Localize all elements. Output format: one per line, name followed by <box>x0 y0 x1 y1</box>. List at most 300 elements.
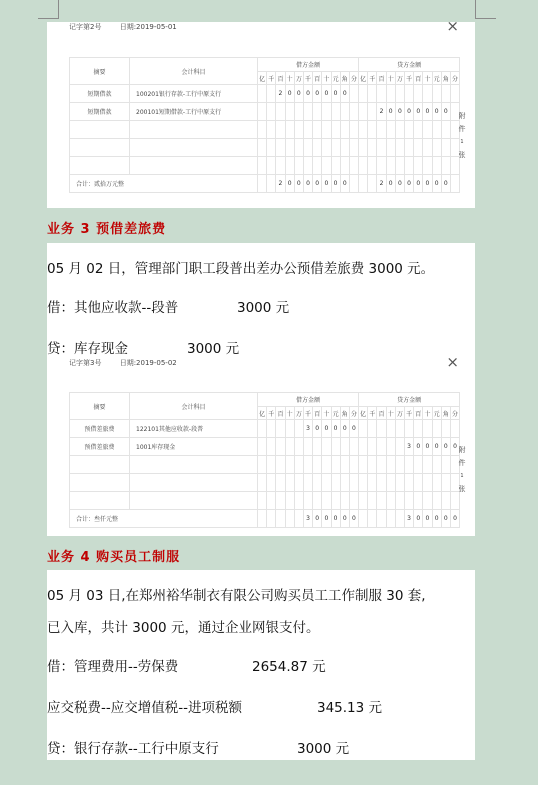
row-account <box>130 121 258 139</box>
digit-place-header: 分 <box>349 407 358 420</box>
credit-account: 贷：银行存款--工行中原支行 <box>47 741 219 757</box>
attachment-char: 件 <box>458 125 466 133</box>
digit-place-header: 百 <box>377 72 386 85</box>
column-header-account: 会计科目 <box>130 58 258 85</box>
digit-place-header: 百 <box>276 407 285 420</box>
total-credit-digit <box>395 510 404 528</box>
digit-place-header: 角 <box>340 407 349 420</box>
row-summary <box>70 474 130 492</box>
debit-digit <box>276 438 285 456</box>
attachment-char: 附 <box>458 112 466 120</box>
digit-place-header: 千 <box>405 72 414 85</box>
row-account <box>130 474 258 492</box>
column-header-credit: 贷方金额 <box>359 393 460 407</box>
debit-digit <box>267 492 276 510</box>
credit-digit <box>359 85 368 103</box>
credit-digit <box>377 157 386 175</box>
section-4-heading: 业务 4 购买员工制服 <box>47 550 181 565</box>
debit-digit <box>258 121 267 139</box>
digit-place-header: 百 <box>276 72 285 85</box>
section-4-debit-line-2 <box>47 696 383 716</box>
debit-digit <box>267 157 276 175</box>
debit-amount: 2654.87 元 <box>252 659 326 675</box>
debit-digit <box>322 474 331 492</box>
total-debit-digit: 0 <box>331 510 340 528</box>
digit-place-header: 百 <box>414 72 423 85</box>
credit-digit <box>395 121 404 139</box>
voucher-table <box>69 57 460 193</box>
debit-digit <box>294 456 303 474</box>
column-header-account: 会计科目 <box>130 393 258 420</box>
debit-digit <box>313 157 322 175</box>
total-credit-digit: 0 <box>395 175 404 193</box>
credit-digit: 0 <box>423 438 432 456</box>
row-summary: 短期借款 <box>70 103 130 121</box>
credit-digit <box>432 157 441 175</box>
debit-digit <box>331 438 340 456</box>
debit-digit <box>340 474 349 492</box>
credit-digit <box>359 492 368 510</box>
attachment-count <box>457 110 467 162</box>
debit-digit <box>331 121 340 139</box>
credit-digit <box>377 420 386 438</box>
credit-digit <box>386 420 395 438</box>
credit-digit <box>414 121 423 139</box>
credit-digit <box>395 420 404 438</box>
credit-digit <box>414 492 423 510</box>
debit-digit <box>349 456 358 474</box>
digit-place-header: 亿 <box>359 72 368 85</box>
debit-digit <box>322 456 331 474</box>
row-account: 122101其他应收款-段普 <box>130 420 258 438</box>
debit-digit: 3 <box>303 420 312 438</box>
credit-digit <box>441 492 450 510</box>
voucher-date: 日期:2019-05-01 <box>119 23 177 31</box>
row-summary <box>70 121 130 139</box>
debit-digit <box>258 492 267 510</box>
voucher-row <box>70 103 460 121</box>
voucher-total-row <box>70 510 460 528</box>
debit-digit <box>331 474 340 492</box>
debit-digit <box>276 157 285 175</box>
credit-digit <box>414 157 423 175</box>
digit-place-header: 元 <box>331 72 340 85</box>
total-credit-digit: 0 <box>432 175 441 193</box>
voucher-number: 记字第3号 <box>69 359 102 367</box>
debit-digit <box>258 85 267 103</box>
debit-digit <box>313 103 322 121</box>
digit-place-header: 十 <box>322 72 331 85</box>
voucher-row <box>70 121 460 139</box>
debit-digit <box>303 139 312 157</box>
section-3-line-1: 05 月 02 日，管理部门职工段普出差办公预借差旅费 3000 元。 <box>47 261 435 277</box>
row-summary: 预借差旅费 <box>70 438 130 456</box>
debit-digit <box>340 492 349 510</box>
debit-digit <box>313 456 322 474</box>
row-account: 100201银行存款-工行中原支行 <box>130 85 258 103</box>
debit-digit: 0 <box>331 420 340 438</box>
credit-digit: 3 <box>405 438 414 456</box>
credit-digit: 0 <box>414 438 423 456</box>
voucher-row <box>70 420 460 438</box>
voucher-number: 记字第2号 <box>69 23 102 31</box>
section-4-line-2: 已入库，共计 3000 元，通过企业网银支付。 <box>47 620 320 636</box>
credit-digit <box>377 456 386 474</box>
total-credit-digit <box>368 175 377 193</box>
total-debit-digit: 0 <box>322 175 331 193</box>
section-3-credit-line <box>47 337 240 357</box>
debit-digit <box>294 121 303 139</box>
debit-digit <box>303 103 312 121</box>
debit-digit: 0 <box>303 85 312 103</box>
voucher-row <box>70 456 460 474</box>
digit-place-header: 亿 <box>258 72 267 85</box>
digit-place-header: 分 <box>450 407 459 420</box>
total-credit-digit <box>450 175 459 193</box>
voucher-row <box>70 474 460 492</box>
attachment-char: 张 <box>458 485 466 493</box>
page-corner-mark-left <box>38 0 59 19</box>
attachment-char: 附 <box>458 446 466 454</box>
attachment-char: 张 <box>458 151 466 159</box>
digit-place-header: 十 <box>423 72 432 85</box>
credit-digit <box>432 139 441 157</box>
digit-place-header: 千 <box>267 407 276 420</box>
credit-digit <box>414 139 423 157</box>
credit-digit: 0 <box>414 103 423 121</box>
debit-digit <box>294 420 303 438</box>
digit-place-header: 百 <box>377 407 386 420</box>
credit-digit <box>441 139 450 157</box>
total-debit-digit <box>267 175 276 193</box>
debit-digit <box>340 456 349 474</box>
credit-digit <box>359 103 368 121</box>
credit-digit <box>414 420 423 438</box>
voucher-date: 日期:2019-05-02 <box>119 359 177 367</box>
digit-place-header: 万 <box>395 72 404 85</box>
debit-digit: 0 <box>313 420 322 438</box>
debit-digit <box>313 139 322 157</box>
credit-digit <box>405 456 414 474</box>
debit-digit <box>285 456 294 474</box>
credit-digit <box>368 121 377 139</box>
row-account <box>130 456 258 474</box>
debit-digit <box>322 492 331 510</box>
debit-digit <box>294 103 303 121</box>
digit-place-header: 百 <box>414 407 423 420</box>
debit-digit <box>258 420 267 438</box>
credit-digit <box>450 85 459 103</box>
credit-digit <box>423 85 432 103</box>
debit-digit: 0 <box>313 85 322 103</box>
debit-digit <box>258 157 267 175</box>
total-debit-digit <box>349 175 358 193</box>
total-debit-digit: 0 <box>285 175 294 193</box>
voucher-table <box>69 392 460 528</box>
column-header-summary: 摘要 <box>70 393 130 420</box>
debit-digit: 0 <box>322 420 331 438</box>
total-credit-digit: 0 <box>441 510 450 528</box>
total-label: 合计：叁仟元整 <box>70 510 258 528</box>
attachment-char: 1 <box>460 473 464 479</box>
attachment-char: 件 <box>458 459 466 467</box>
debit-digit <box>331 103 340 121</box>
voucher-header <box>69 22 177 32</box>
debit-digit <box>331 492 340 510</box>
digit-place-header: 元 <box>432 72 441 85</box>
total-credit-digit: 0 <box>432 510 441 528</box>
debit-digit <box>294 157 303 175</box>
section-4-credit-line <box>47 737 350 757</box>
row-account: 1001库存现金 <box>130 438 258 456</box>
section-3-debit-line <box>47 296 290 316</box>
row-account <box>130 139 258 157</box>
section-4-line-1: 05 月 03 日,在郑州裕华制衣有限公司购买员工工作制服 30 套, <box>47 588 426 604</box>
digit-place-header: 千 <box>267 72 276 85</box>
debit-digit <box>340 121 349 139</box>
credit-digit: 0 <box>441 438 450 456</box>
digit-place-header: 万 <box>294 407 303 420</box>
voucher-row <box>70 139 460 157</box>
digit-place-header: 角 <box>441 72 450 85</box>
credit-amount: 3000 元 <box>297 741 350 757</box>
row-summary: 预借差旅费 <box>70 420 130 438</box>
credit-digit <box>423 157 432 175</box>
debit-digit <box>294 474 303 492</box>
debit-digit <box>349 103 358 121</box>
credit-digit <box>386 456 395 474</box>
credit-digit <box>359 121 368 139</box>
debit-digit <box>258 103 267 121</box>
total-credit-digit: 3 <box>405 510 414 528</box>
debit-digit <box>322 121 331 139</box>
total-debit-digit: 0 <box>331 175 340 193</box>
debit-digit <box>349 85 358 103</box>
credit-digit <box>441 420 450 438</box>
digit-place-header: 元 <box>432 407 441 420</box>
credit-digit: 0 <box>432 438 441 456</box>
voucher-2 <box>47 353 475 536</box>
credit-digit <box>386 492 395 510</box>
credit-digit <box>423 456 432 474</box>
credit-digit <box>368 157 377 175</box>
credit-digit <box>414 474 423 492</box>
total-credit-digit <box>377 510 386 528</box>
credit-digit <box>386 474 395 492</box>
digit-place-header: 千 <box>368 407 377 420</box>
credit-digit: 0 <box>432 103 441 121</box>
debit-digit <box>276 103 285 121</box>
debit-digit <box>340 139 349 157</box>
total-debit-digit <box>258 175 267 193</box>
debit-digit <box>276 474 285 492</box>
total-credit-digit: 0 <box>405 175 414 193</box>
credit-digit <box>395 492 404 510</box>
debit-digit <box>258 438 267 456</box>
debit-digit <box>276 139 285 157</box>
credit-digit <box>395 157 404 175</box>
debit-digit: 0 <box>322 85 331 103</box>
digit-place-header: 千 <box>368 72 377 85</box>
credit-digit: 0 <box>395 103 404 121</box>
debit-digit <box>340 103 349 121</box>
debit-digit <box>331 139 340 157</box>
credit-digit <box>423 474 432 492</box>
debit-digit <box>258 456 267 474</box>
credit-digit <box>377 121 386 139</box>
digit-place-header: 分 <box>450 72 459 85</box>
credit-digit: 0 <box>441 103 450 121</box>
debit-digit <box>349 492 358 510</box>
total-debit-digit: 0 <box>313 510 322 528</box>
digit-place-header: 千 <box>303 407 312 420</box>
close-icon[interactable]: × <box>446 17 459 35</box>
attachment-char: 1 <box>460 139 464 145</box>
digit-place-header: 角 <box>441 407 450 420</box>
voucher-row <box>70 157 460 175</box>
credit-digit <box>414 85 423 103</box>
debit-digit <box>349 139 358 157</box>
debit-digit <box>267 85 276 103</box>
debit-digit <box>267 103 276 121</box>
total-debit-digit <box>285 510 294 528</box>
credit-digit <box>368 438 377 456</box>
credit-digit <box>368 492 377 510</box>
debit-digit <box>313 121 322 139</box>
digit-place-header: 十 <box>386 72 395 85</box>
debit-digit <box>303 474 312 492</box>
credit-digit <box>395 456 404 474</box>
debit-digit <box>276 121 285 139</box>
debit-account: 借：其他应收款--段普 <box>47 300 179 316</box>
credit-digit <box>423 139 432 157</box>
credit-digit <box>359 420 368 438</box>
credit-digit <box>441 121 450 139</box>
total-credit-digit: 0 <box>441 175 450 193</box>
debit-digit <box>349 157 358 175</box>
credit-digit <box>359 438 368 456</box>
column-header-debit: 借方金额 <box>258 393 359 407</box>
total-debit-digit: 0 <box>303 175 312 193</box>
debit-digit: 0 <box>294 85 303 103</box>
digit-place-header: 千 <box>405 407 414 420</box>
debit-digit <box>267 474 276 492</box>
debit-digit <box>303 456 312 474</box>
credit-digit: 0 <box>423 103 432 121</box>
digit-place-header: 十 <box>285 407 294 420</box>
credit-digit: 0 <box>405 103 414 121</box>
credit-digit <box>432 456 441 474</box>
credit-digit <box>441 85 450 103</box>
debit-digit <box>285 157 294 175</box>
digit-place-header: 千 <box>303 72 312 85</box>
row-summary <box>70 157 130 175</box>
debit-digit <box>294 492 303 510</box>
debit-digit <box>313 492 322 510</box>
credit-digit <box>386 85 395 103</box>
credit-digit <box>386 157 395 175</box>
total-debit-digit <box>276 510 285 528</box>
debit-amount: 3000 元 <box>237 300 290 316</box>
attachment-count <box>457 444 467 496</box>
total-credit-digit: 0 <box>414 175 423 193</box>
debit-digit <box>294 438 303 456</box>
debit-digit: 0 <box>340 85 349 103</box>
row-summary: 短期借款 <box>70 85 130 103</box>
credit-digit <box>432 121 441 139</box>
debit-digit <box>285 438 294 456</box>
debit-digit <box>267 438 276 456</box>
debit-digit <box>285 474 294 492</box>
total-credit-digit: 0 <box>414 510 423 528</box>
debit-digit <box>322 139 331 157</box>
debit-digit <box>331 456 340 474</box>
digit-place-header: 角 <box>340 72 349 85</box>
debit-digit <box>331 157 340 175</box>
credit-digit: 0 <box>386 103 395 121</box>
total-debit-digit <box>267 510 276 528</box>
digit-place-header: 分 <box>349 72 358 85</box>
total-credit-digit: 0 <box>423 510 432 528</box>
debit-digit <box>285 121 294 139</box>
credit-digit <box>441 157 450 175</box>
credit-amount: 3000 元 <box>187 341 240 357</box>
debit-digit: 0 <box>331 85 340 103</box>
debit-account: 应交税费--应交增值税--进项税额 <box>47 700 242 716</box>
debit-digit <box>303 157 312 175</box>
debit-digit <box>267 456 276 474</box>
row-summary <box>70 492 130 510</box>
debit-digit <box>349 438 358 456</box>
credit-digit <box>386 121 395 139</box>
credit-account: 贷：库存现金 <box>47 341 128 357</box>
total-debit-digit: 2 <box>276 175 285 193</box>
debit-digit <box>258 474 267 492</box>
credit-digit <box>414 456 423 474</box>
debit-digit <box>303 438 312 456</box>
debit-digit <box>340 157 349 175</box>
close-icon[interactable]: × <box>446 353 459 371</box>
credit-digit <box>386 438 395 456</box>
section-4-debit-line-1 <box>47 655 326 675</box>
debit-digit <box>340 438 349 456</box>
credit-digit <box>395 139 404 157</box>
digit-place-header: 百 <box>313 407 322 420</box>
credit-digit <box>423 121 432 139</box>
debit-digit <box>267 420 276 438</box>
credit-digit: 2 <box>377 103 386 121</box>
debit-digit <box>322 103 331 121</box>
total-debit-digit: 0 <box>294 175 303 193</box>
total-credit-digit <box>359 175 368 193</box>
credit-digit <box>377 85 386 103</box>
credit-digit <box>450 420 459 438</box>
debit-digit <box>349 474 358 492</box>
total-credit-digit: 0 <box>450 510 459 528</box>
digit-place-header: 十 <box>423 407 432 420</box>
digit-place-header: 十 <box>285 72 294 85</box>
credit-digit <box>359 157 368 175</box>
voucher-total-row <box>70 175 460 193</box>
total-credit-digit <box>359 510 368 528</box>
credit-digit <box>423 492 432 510</box>
total-debit-digit: 0 <box>340 510 349 528</box>
row-account <box>130 492 258 510</box>
credit-digit <box>405 474 414 492</box>
credit-digit <box>432 420 441 438</box>
digit-place-header: 亿 <box>258 407 267 420</box>
debit-digit: 0 <box>349 420 358 438</box>
